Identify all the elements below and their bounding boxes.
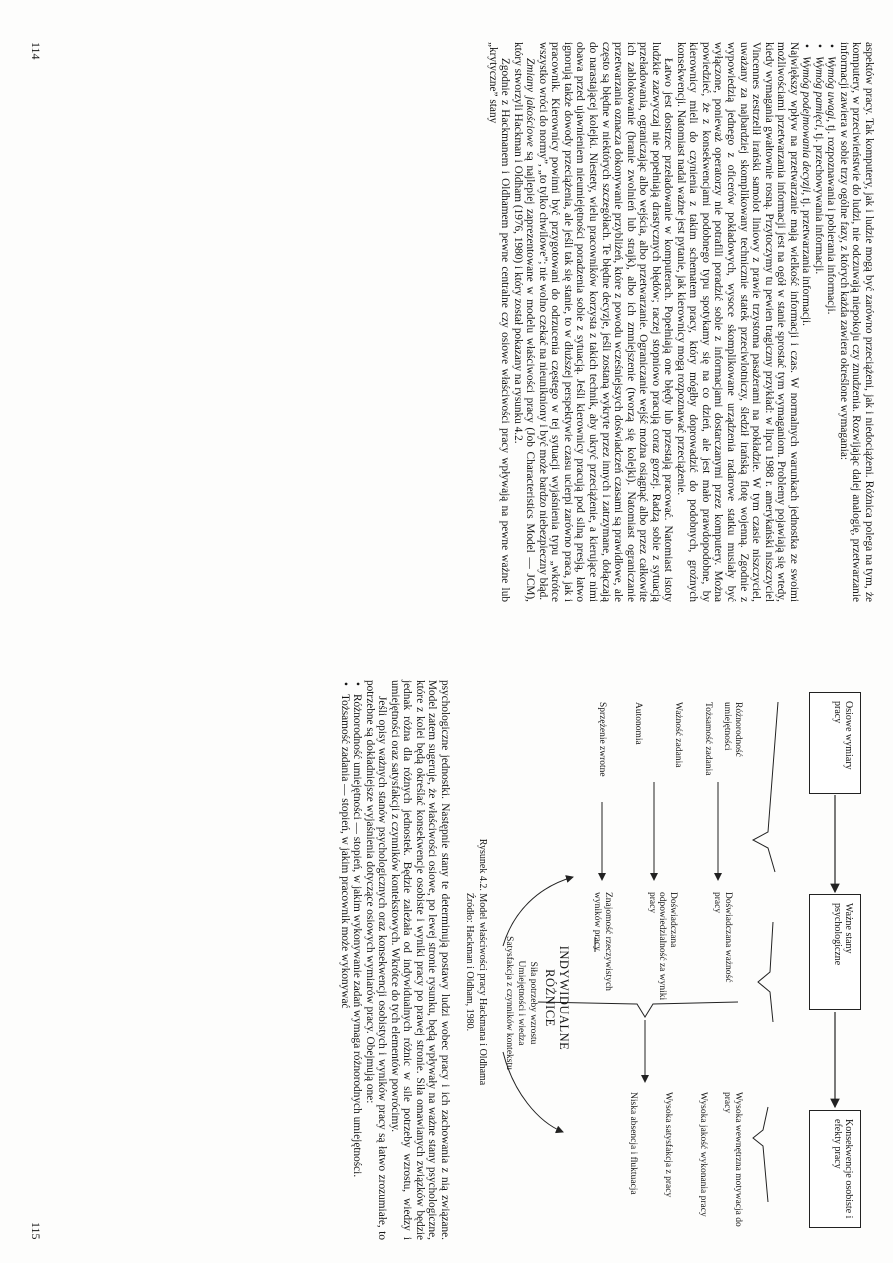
bracket — [758, 922, 773, 1022]
label-responsibility: Doświadczana odpowiedzialność za wyniki pracy — [647, 892, 678, 1001]
core-dimensions-list — [338, 680, 363, 1240]
paragraph: Łatwo jest dostrzec przeładowanie w komputerach. Popełniają one błędy lub przestają pracować. Natomiast istoty ludzkie zazwyczaj nie popełniają drastycznych błędów; raczej stopniowo pracują coraz gorzej. Radzą sobie z sytuacją przeładowania, ograniczając albo wejścia, albo przetwarzanie. Ograniczanie wejść można osiągnąć albo przez całkowite ich zablokowanie (branie zwolnień lub strajk), albo ich zmniejszenie (tworzą się kolejki). Natomiast ograniczanie przetwarzania oznacza dokonywanie przybliżeń, które z powodu wcześniejszych doświadczeń czasami są prawidłowe, ale często są błędne w niektórych szczegółach. Te błędne decyzje, jeśli zostaną wykryte przez innych i zatrzymane, dołączają do narastającej kolejki. Niestety, wielu pracowników korzysta z takich technik, aby ukryć przeciążenie, a kierujące nimi obawa przed ujawnieniem nieumiejętności poradzenia sobie z sytuacją. Jeśli kierownicy pracują pod silną presją, łatwo ignorują także dowody przeciążenia, ale jeśli tak się stanie, to w dłuższej perspektywie czasu ucierpi zarówno praca, jak i pracownik. Kierownicy powinni być przygotowani do odrzucenia częstego w tej sytuacji wyjaśnienia typu „wkrótce wszystko wróci do normy”, „to tylko chwilowe”; nie wolno czekać na nieunikniony i być może bardzo niebezpieczny błąd. — [536, 42, 675, 602]
requirements-list — [800, 42, 838, 602]
list-item: • Wymóg uwagi, tj. rozpoznawania i pobierania informacji. — [825, 56, 838, 602]
right-page — [0, 632, 893, 1263]
list-item: • Różnorodność umiejętności — stopień, w jakim wykonywanie zadań wymaga różnorodnych umiejętności. — [351, 694, 364, 1240]
left-page-text — [486, 42, 875, 602]
box-core-dimensions: Osiowe wymiary pracy — [809, 692, 861, 794]
label-knowledge-of-results: Znajomość rzeczywistych wyników pracy — [592, 892, 613, 991]
label-absenteeism: Niska absencja i fluktuacja — [628, 1092, 638, 1195]
figure-caption: Rysunek 4.2. Model właściwości pracy Hackmana i Oldhama — [477, 838, 488, 1086]
individual-item: Umiejętności i wiedza — [516, 960, 526, 1046]
list-item: • Wymóg pamięci, tj. przechowywania informacji. — [812, 56, 825, 602]
individual-item: Siła potrzeby wzrostu — [528, 961, 538, 1045]
label-meaningfulness: Doświadczana ważność pracy — [712, 892, 733, 983]
list-item: • Wymóg podejmowania decyzji, tj. przetwarzania informacji. — [800, 56, 813, 602]
label-skill-variety: Różnorodność umiejętności — [722, 702, 743, 757]
individual-item: Satysfakcja z czynników kontekstu — [504, 936, 514, 1070]
paragraph: Jeśli opisy ważnych stanów psychologicznych oraz konsekwencji osobistych i wyników pracy są łatwo zrozumiałe, to potrzebne są dokładniejsze wyjaśnienia dotyczące osiowych wymiarów pracy. Obejmują one: — [363, 680, 389, 1240]
page-number: 114 — [29, 42, 43, 60]
bracket — [753, 1107, 768, 1202]
box-outcomes: Konsekwencje osobiste i efekty pracy — [809, 1110, 861, 1228]
paragraph: Zgodnie z Hackmanem i Oldhamem pewne centralne czy osiowe właściwości pracy wpływają na pewne ważne lub „krytyczne” stany — [486, 42, 512, 602]
right-page-text — [338, 680, 451, 1240]
box-psychological-states: Ważne stany psychologiczne — [809, 894, 861, 1010]
page-number: 115 — [29, 1222, 43, 1240]
label-feedback: Sprzężenie zwrotne — [597, 702, 607, 777]
paragraph: psychologiczne jednostki. Następnie stany te determinują postawy ludzi wobec pracy i ich zachowania z nią związane. Model zatem sugeruje, że właściwości osiowe, po lewej stronie rysunku, będą wpływały na ważne stany psychologiczne, które z kolei będą określać konsekwencje osobiste i wyniki pracy po prawej stronie. Siła omawianych związków będzie jednak różna dla różnych jednostek. Będzie zależała od indywidualnych różnic w sile potrzeby wzrostu, wiedzy i umiejętności oraz satysfakcji z czynników kontekstowych. Wkrótce do tych elementów powrócimy. — [388, 680, 451, 1240]
label-motivation: Wysoka wewnętrzna motywacja do pracy — [722, 1092, 743, 1227]
paragraph: aspektów pracy. Tak komputery, jak i ludzie mogą być zarówno przeciążeni, jak i niedociążeni. Różnica polega na tym, że komputery, w przeciwieństwie do ludzi, nie odczuwają niepokoju czy znudzenia. Rozwijając dalej analogię, przetwarzanie informacji zawiera w sobie trzy ogólne fazy, z których każda zawiera określone wymagania: — [837, 42, 875, 602]
label-autonomy: Autonomia — [633, 702, 643, 745]
paragraph: Największy wpływ na przetwarzanie mają wielkość informacji i czas. W normalnych warunkach jednostka ze swoimi możliwościami przetwarzania informacji jest na ogół w stanie sprostać tym wymaganiom. Problemy pojawiają się wtedy, kiedy wymagania gwałtownie rosną. Przytoczymy tu pewien tragiczny przykład: w lipcu 1988 r. amerykański niszczyciel Vincennes zestrzelił irański samolot liniowy z prawie trzystoma pasażerami na pokładzie. W tym czasie niszczyciel, uważany za najbardziej skomplikowany technicznie statek przeciwlotniczy, śledził irańską flotę wojenną. Zgodnie z wypowiedzią jednego z oficerów pokładowych, wysoce skomplikowane urządzenia radarowe statku musiały być wyłączone, ponieważ operatorzy nie potrafili poradzić sobie z informacjami dostarczanymi przez komputery. Można powiedzieć, że z konsekwencjami podobnego typu spotykamy się na co dzień, ale jest mało prawdopodobne, by kierownicy mieli do czynienia z takim schematem pracy, który mógłby doprowadzić do podobnych, groźnych konsekwencji. Natomiast nadal ważne jest pytanie, jak kierownicy mogą rozpoznawać przeciążenie. — [674, 42, 800, 602]
list-item: • Tożsamość zadania — stopień, w jakim pracownik może wykonywać — [338, 694, 351, 1240]
label-satisfaction: Wysoka satysfakcja z pracy — [663, 1092, 673, 1198]
label-task-significance: Ważność zadania — [673, 702, 683, 768]
label-performance: Wysoka jakość wykonania pracy — [698, 1092, 708, 1217]
figure-source: Źródło: Hackman i Oldham, 1980. — [464, 892, 475, 1032]
label-task-identity: Tożsamość zadania — [703, 702, 713, 776]
paragraph: Zmiany jakościowe są najlepiej zaprezentowane w modelu właściwości pracy (Job Characteristics Model — JCM), który stworzyli Hackman i Oldham (1976, 1980) i który został pokazany na rysunku 4.2. — [511, 42, 537, 602]
bracket — [753, 702, 778, 872]
job-characteristics-diagram — [433, 682, 883, 1242]
individual-differences-title: INDYWIDUALNE RÓŻNICE — [543, 945, 571, 1051]
